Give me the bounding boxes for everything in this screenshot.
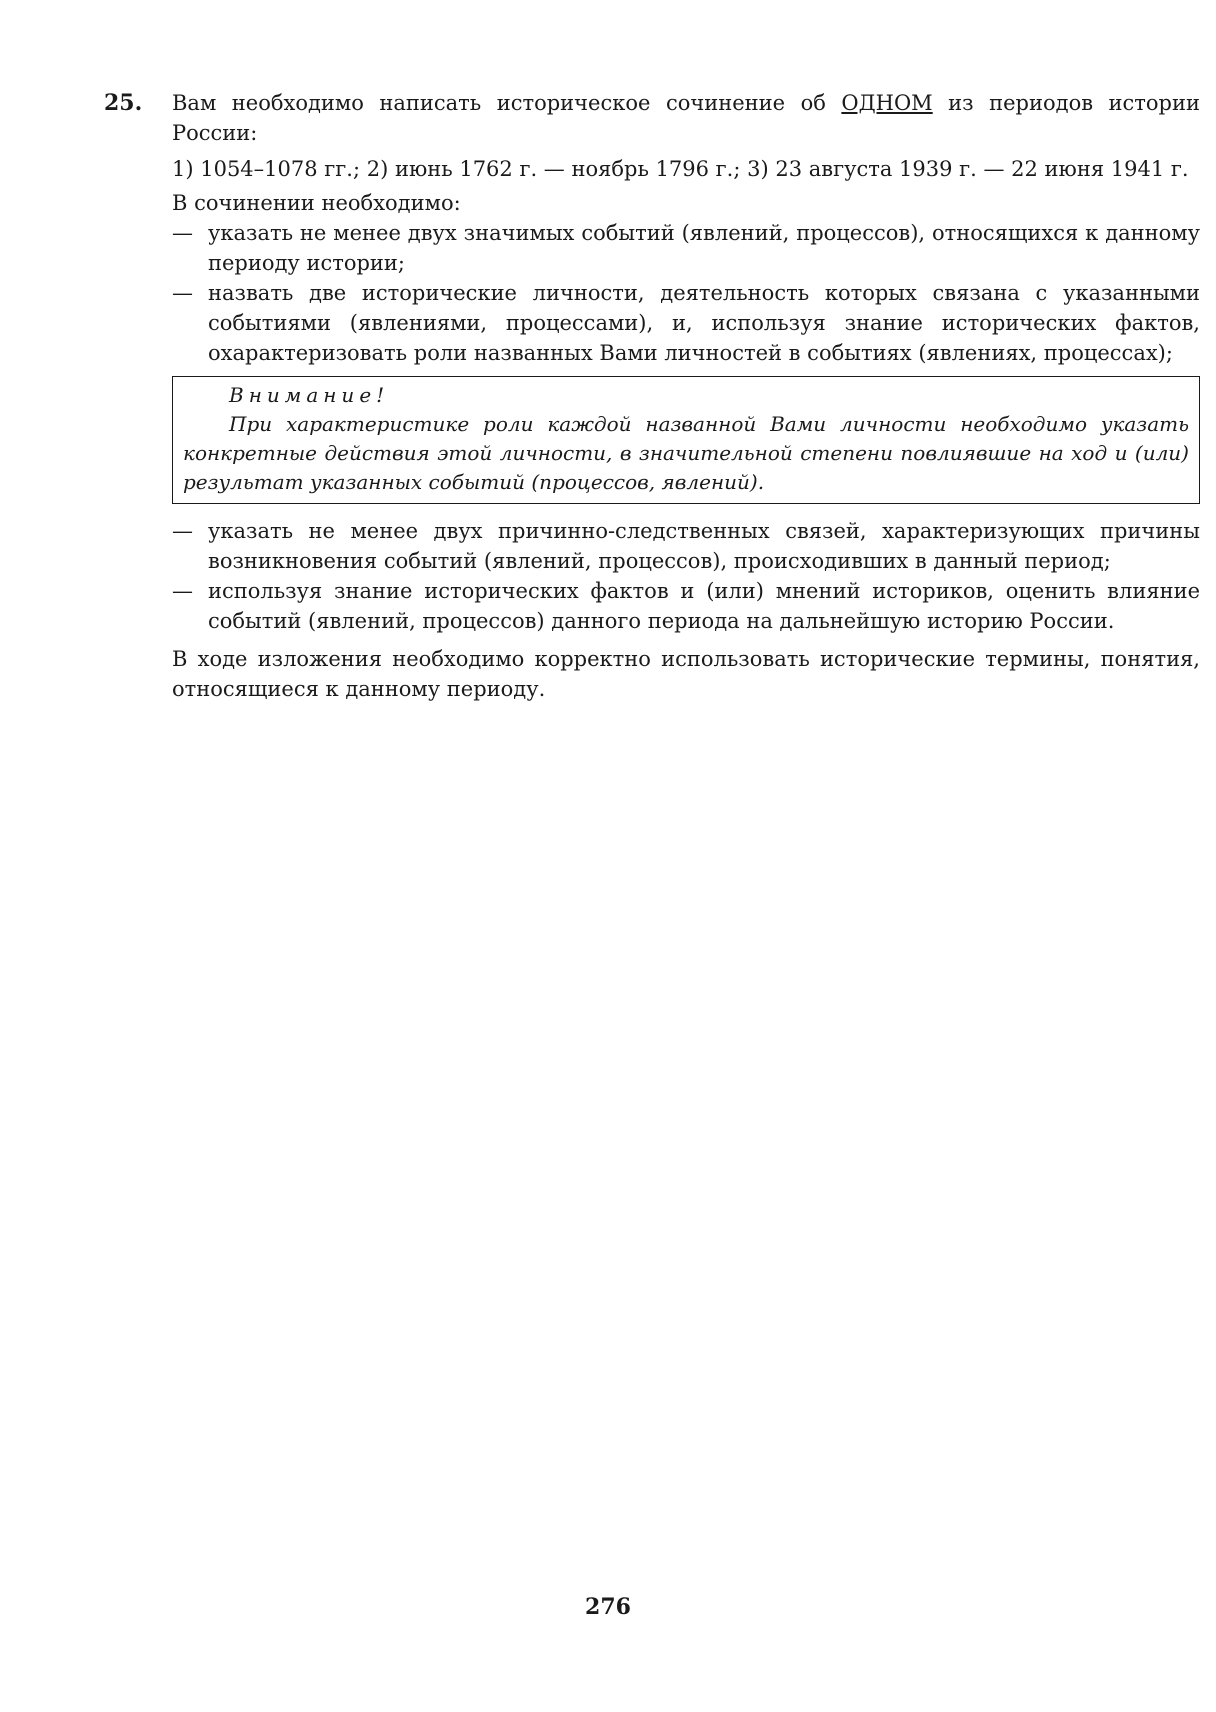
dash-marker: — — [172, 281, 193, 305]
requirement-item — [172, 576, 1200, 636]
dash-marker: — — [172, 519, 193, 543]
requirement-item — [172, 516, 1200, 576]
requirement-text: назвать две исторические личности, деятельность которых связана с указанными событиями (явлениями, процессами), и, используя знание исторических фактов, охарактеризовать роли названных Вами личностей в событиях (явлениях, процессах); — [208, 281, 1200, 365]
attention-text: При характеристике роли каждой названной Вами личности необходимо указать конкретные действия этой личности, в значительной степени повлиявшие на ход и (или) результат указанных событий (процессов, явлений). — [183, 412, 1189, 494]
requirement-text: указать не менее двух значимых событий (явлений, процессов), относящихся к данному периоду истории; — [208, 221, 1200, 275]
requirement-item — [172, 218, 1200, 278]
intro-text-before: Вам необходимо написать историческое сочинение об — [172, 91, 842, 115]
task-content — [172, 88, 1200, 704]
task-number: 25. — [104, 90, 143, 116]
attention-title: Внимание! — [229, 383, 390, 407]
closing-paragraph: В ходе изложения необходимо корректно использовать исторические термины, понятия, относящиеся к данному периоду. — [172, 647, 1200, 701]
page-number: 276 — [585, 1594, 631, 1620]
periods-list: 1) 1054–1078 гг.; 2) июнь 1762 г. — ноябрь 1796 г.; 3) 23 августа 1939 г. — 22 июня 1941 г. — [172, 157, 1189, 181]
attention-box — [172, 376, 1200, 504]
task-intro — [172, 88, 1200, 148]
requirement-text: указать не менее двух причинно-следственных связей, характеризующих причины возникновения событий (явлений, процессов), происходивших в данный период; — [208, 519, 1200, 573]
dash-marker: — — [172, 221, 193, 245]
dash-marker: — — [172, 579, 193, 603]
intro-text-after: из периодов истории России: — [172, 91, 1200, 145]
requirements-lead: В сочинении необходимо: — [172, 191, 461, 215]
requirement-text: используя знание исторических фактов и (или) мнений историков, оценить влияние событий (явлений, процессов) данного периода на дальнейшую историю России. — [208, 579, 1200, 633]
intro-emphasis: ОДНОМ — [841, 91, 933, 115]
requirement-item — [172, 278, 1200, 368]
